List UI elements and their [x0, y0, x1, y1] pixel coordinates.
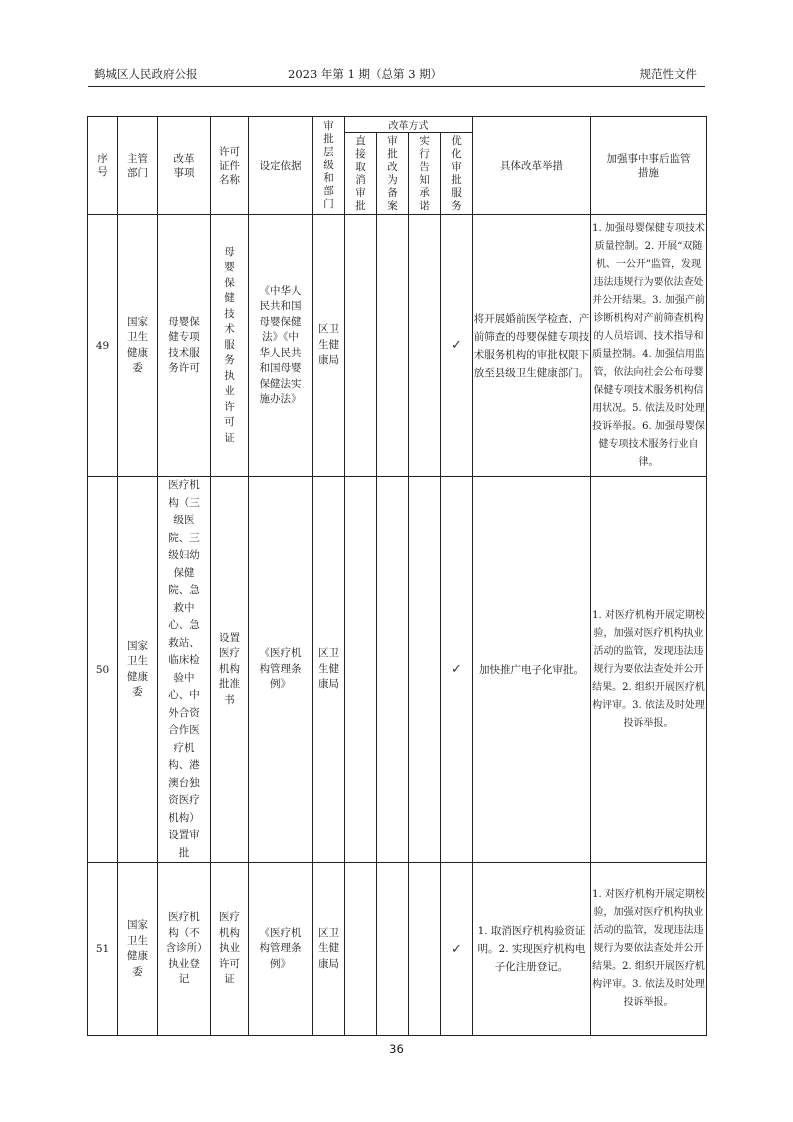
- col-license-header: 许可证件名称: [211, 117, 249, 215]
- optimize-check-icon: ✓: [441, 215, 473, 477]
- row-item: 医疗机构（三级医院、三级妇幼保健院、急救中心、急救站、临床检验中心、中外合资合作医疗机构、港澳台独资医疗机构）设置审批: [158, 477, 211, 863]
- row-basis: 《中华人民共和国母婴保健法》《中华人民共和国母婴保健法实施办法》: [249, 215, 313, 477]
- row-license: 设置医疗机构批准书: [211, 477, 249, 863]
- row-item: 医疗机构（不含诊所）执业登记: [158, 863, 211, 1036]
- row-mode-notify: [409, 215, 441, 477]
- gazette-title: 鹤城区人民政府公报: [94, 67, 198, 81]
- col-measures-header: 具体改革举措: [473, 117, 591, 215]
- row-supervision: 1. 对医疗机构开展定期校验，加强对医疗机构执业活动的监管，发现违法违规行为要依法查处并公开结果。2. 组织开展医疗机构评审。3. 依法及时处理投诉举报。: [591, 477, 707, 863]
- row-level: 区卫生健康局: [313, 477, 345, 863]
- row-level: 区卫生健康局: [313, 863, 345, 1036]
- table-row: [88, 477, 707, 863]
- row-mode-cancel: [345, 215, 377, 477]
- row-seq: 51: [88, 863, 118, 1036]
- section-title: 规范性文件: [639, 67, 697, 81]
- col-mode-optimize-header: 优化审批服务: [441, 133, 473, 215]
- row-mode-cancel: [345, 863, 377, 1036]
- col-mode-group-header: 改革方式: [345, 117, 473, 133]
- row-seq: 50: [88, 477, 118, 863]
- row-dept: 国家卫生健康委: [118, 477, 158, 863]
- col-mode-cancel-header: 直接取消审批: [345, 133, 377, 215]
- row-mode-filing: [377, 215, 409, 477]
- page-header: [88, 66, 705, 86]
- optimize-check-icon: ✓: [441, 477, 473, 863]
- row-item: 母婴保健专项技术服务许可: [158, 215, 211, 477]
- row-measures: 加快推广电子化审批。: [473, 477, 591, 863]
- row-supervision: 1. 对医疗机构开展定期校验，加强对医疗机构执业活动的监管，发现违法违规行为要依法查处并公开结果。2. 组织开展医疗机构评审。3. 依法及时处理投诉举报。: [591, 863, 707, 1036]
- page-number: 36: [389, 1042, 404, 1056]
- optimize-check-icon: ✓: [441, 863, 473, 1036]
- header-divider: [88, 86, 705, 87]
- col-item-header: 改革事项: [158, 117, 211, 215]
- row-dept: 国家卫生健康委: [118, 863, 158, 1036]
- row-dept: 国家卫生健康委: [118, 215, 158, 477]
- row-supervision: 1. 加强母婴保健专项技术质量控制。2. 开展“双随机、一公开”监管，发现违法违规行为要依法查处并公开结果。3. 加强产前诊断机构对产前筛查机构的人员培训、技术指导和质量控制。4. 加强信用监管，依法向社会公布母婴保健专项技术服务机构信用状况。5. 依法及时处理投诉举报。6. 加强母婴保健专项技术服务行业自律。: [591, 215, 707, 477]
- row-mode-notify: [409, 477, 441, 863]
- issue-number: 2023 年第 1 期（总第 3 期）: [288, 67, 443, 81]
- table-row: [88, 863, 707, 1036]
- row-measures: 将开展婚前医学检查、产前筛查的母婴保健专项技术服务机构的审批权限下放至县级卫生健康部门。: [473, 215, 591, 477]
- row-mode-notify: [409, 863, 441, 1036]
- reform-table: [87, 116, 707, 1036]
- row-seq: 49: [88, 215, 118, 477]
- row-level: 区卫生健康局: [313, 215, 345, 477]
- col-mode-filing-header: 审批改为备案: [377, 133, 409, 215]
- table-row: [88, 215, 707, 477]
- col-level-header: 审批层级和部门: [313, 117, 345, 215]
- row-basis: 《医疗机构管理条例》: [249, 863, 313, 1036]
- row-license: 医疗机构执业许可证: [211, 863, 249, 1036]
- col-basis-header: 设定依据: [249, 117, 313, 215]
- col-seq-header: 序号: [88, 117, 118, 215]
- row-license: 母婴保健技术服务执业许可证: [211, 215, 249, 477]
- row-mode-filing: [377, 477, 409, 863]
- row-basis: 《医疗机构管理条例》: [249, 477, 313, 863]
- row-measures: 1. 取消医疗机构验资证明。2. 实现医疗机构电子化注册登记。: [473, 863, 591, 1036]
- col-mode-notify-header: 实行告知承诺: [409, 133, 441, 215]
- row-mode-filing: [377, 863, 409, 1036]
- row-mode-cancel: [345, 477, 377, 863]
- col-dept-header: 主管部门: [118, 117, 158, 215]
- col-supervision-header: 加强事中事后监管措施: [591, 117, 707, 215]
